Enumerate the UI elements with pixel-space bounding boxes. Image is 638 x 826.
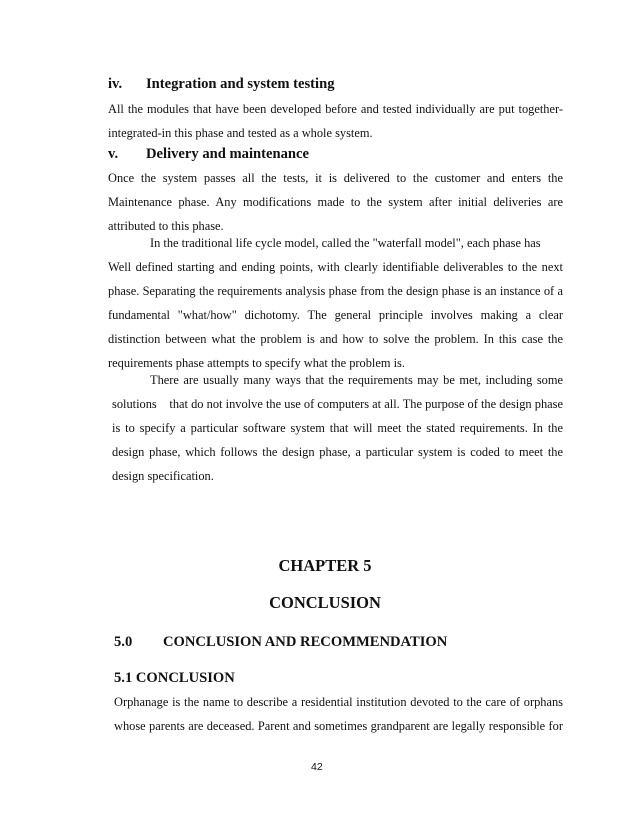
body-line: phase. Separating the requirements analysis phase from the design phase is an instance of a [108,284,563,298]
body-line: whose parents are deceased. Parent and sometimes grandparent are legally responsible for [114,719,563,733]
section-v-heading: Delivery and maintenance [146,146,309,162]
section-50-heading: CONCLUSION AND RECOMMENDATION [163,634,448,650]
body-line: fundamental "what/how" dichotomy. The general principle involves making a clear [108,308,563,322]
body-line: All the modules that have been developed before and tested individually are put together- [108,102,563,116]
body-line: design specification. [112,469,214,483]
section-51-heading: 5.1 CONCLUSION [114,670,235,686]
section-v-number: v. [108,146,119,162]
body-line: Once the system passes all the tests, it is delivered to the customer and enters the [108,171,563,185]
section-50-number: 5.0 [114,634,133,650]
body-line: Orphanage is the name to describe a residential institution devoted to the care of orphans [114,695,563,709]
section-iv-number: iv. [108,76,123,92]
body-line: requirements phase attempts to specify what the problem is. [108,356,405,370]
section-iv-heading: Integration and system testing [146,76,335,92]
page-number: 42 [311,761,323,773]
body-line: In the traditional life cycle model, called the "waterfall model", each phase has [150,236,541,250]
body-line: solutions that do not involve the use of computers at all. The purpose of the design phase [112,397,563,411]
body-line: is to specify a particular software system that will meet the stated requirements. In the [112,421,563,435]
body-line: integrated-in this phase and tested as a whole system. [108,126,373,140]
body-line: Maintenance phase. Any modifications made to the system after initial deliveries are [108,195,563,209]
body-line: distinction between what the problem is and how to solve the problem. In this case the [108,332,563,346]
chapter-label: CHAPTER 5 [278,556,372,575]
body-line: There are usually many ways that the requirements may be met, including some [150,373,563,387]
body-line: attributed to this phase. [108,219,224,233]
body-line: Well defined starting and ending points, with clearly identifiable deliverables to the next [108,260,563,274]
body-line: design phase, which follows the design phase, a particular system is coded to meet the [112,445,563,459]
chapter-title: CONCLUSION [269,593,381,612]
